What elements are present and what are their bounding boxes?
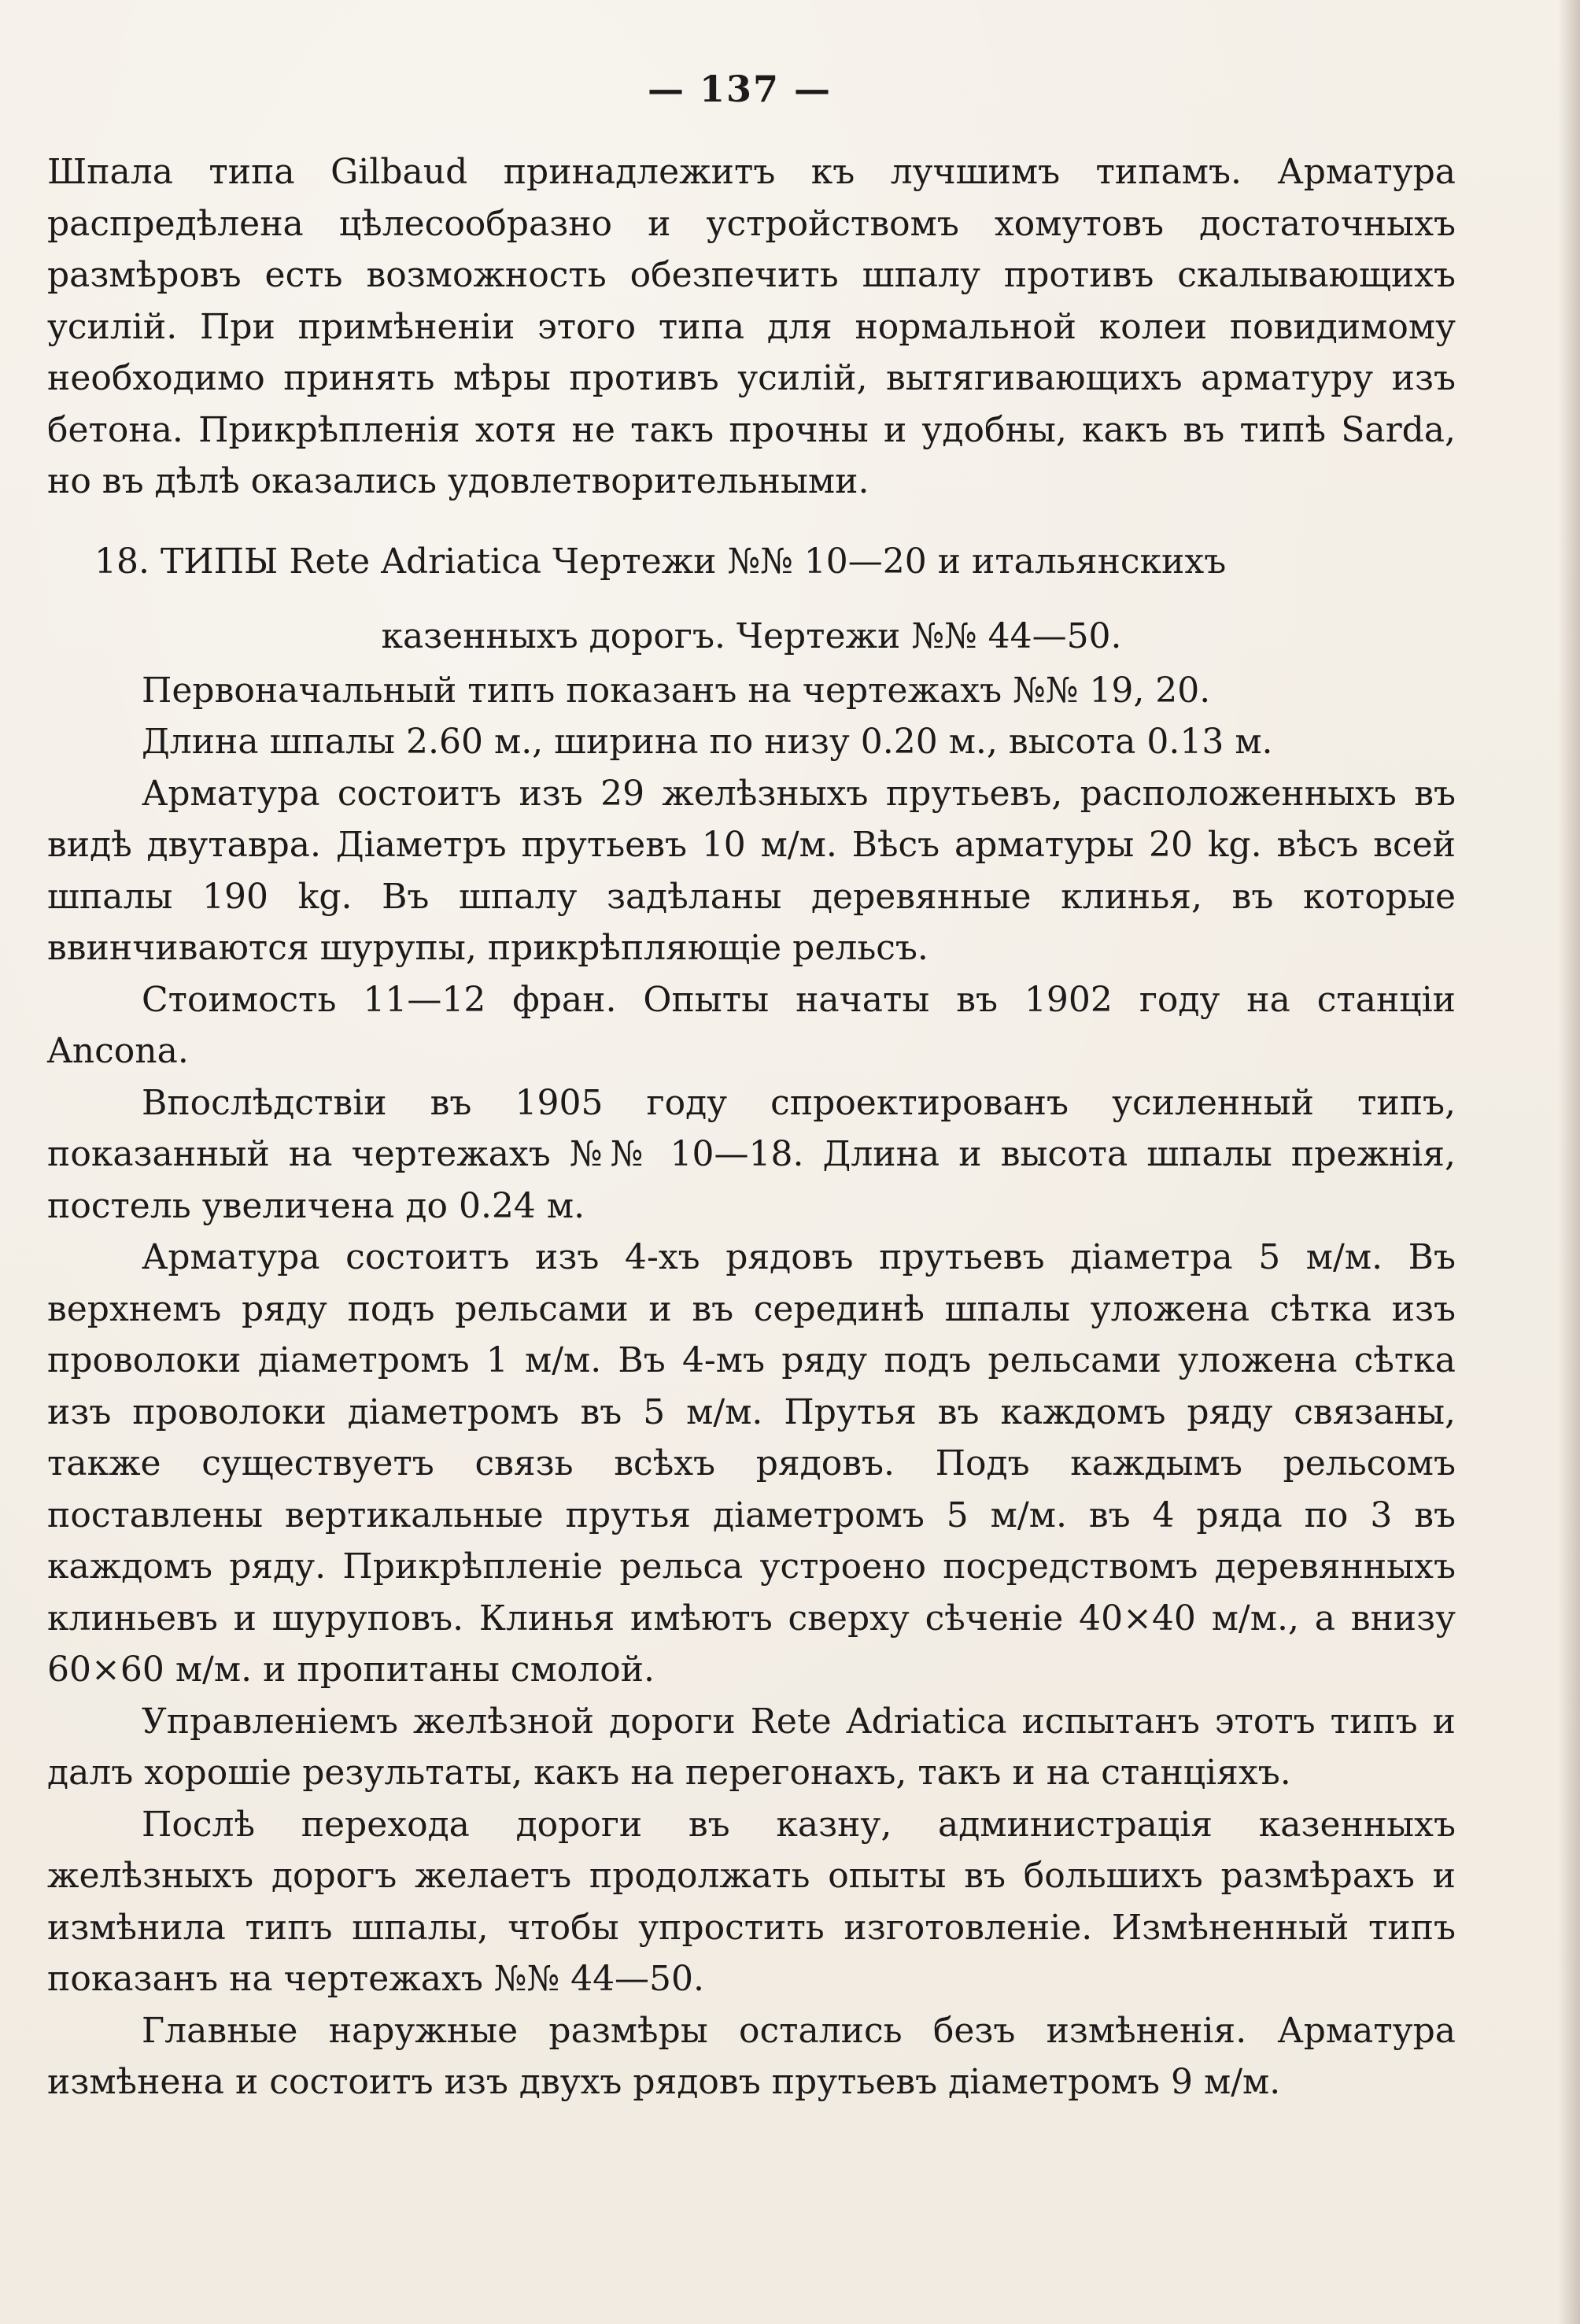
paragraph-rete-adriatica-test: Управленіемъ желѣзной дороги Rete Adriatica испытанъ этотъ типъ и далъ хорошіе результаты, какъ на перегонахъ, такъ и на станціяхъ. xyxy=(47,1701,1456,1793)
section-heading-line-2: казенныхъ дорогъ. Чертежи №№ 44—50. xyxy=(381,615,1122,656)
body-text xyxy=(47,146,1456,2108)
paragraph-cost: Стоимость 11—12 фран. Опыты начаты въ 1902 году на станціи Ancona. xyxy=(47,979,1456,1071)
paragraph-main-dimensions: Главные наружные размѣры остались безъ измѣненія. Арматура измѣнена и состоитъ изъ двухъ рядовъ прутьевъ діаметромъ 9 м/м. xyxy=(47,2010,1456,2102)
page-edge-shadow xyxy=(1558,0,1580,2324)
paragraph-initial-type: Первоначальный типъ показанъ на чертежахъ №№ 19, 20. xyxy=(142,670,1211,711)
paragraph-reinforced-type: Впослѣдствіи въ 1905 году спроектированъ усиленный типъ, показанный на чертежахъ №№ 10—18. Длина и высота шпалы прежнія, постель увеличена до 0.24 м. xyxy=(47,1082,1456,1226)
paragraph-dimensions: Длина шпалы 2.60 м., ширина по низу 0.20 м., высота 0.13 м. xyxy=(142,722,1273,762)
section-heading-line-1: 18. ТИПЫ Rete Adriatica Чертежи №№ 10—20 и итальянскихъ xyxy=(94,541,1227,582)
paragraph-reinforcement: Арматура состоитъ изъ 29 желѣзныхъ прутьевъ, расположенныхъ въ видѣ двутавра. Діаметръ прутьевъ 10 м/м. Вѣсъ арматуры 20 kg. вѣсъ всей шпалы 190 kg. Въ шпалу задѣланы деревянные клинья, въ которые ввинчиваются шурупы, прикрѣпляющіе рельсъ. xyxy=(47,773,1456,968)
page-number: — 137 — xyxy=(647,68,832,110)
paragraph-gilbaud-summary: Шпала типа Gilbaud принадлежитъ къ лучшимъ типамъ. Арматура распредѣлена цѣлесообразно и устройствомъ хомутовъ достаточныхъ размѣровъ есть возможность обезпечить шпалу противъ скалывающихъ усилій. При примѣненіи этого типа для нормальной колеи повидимому необходимо принять мѣры противъ усилій, вытягивающихъ арматуру изъ бетона. Прикрѣпленія хотя не такъ прочны и удобны, какъ въ типѣ Sarda, но въ дѣлѣ оказались удовлетворительными. xyxy=(47,152,1456,501)
paragraph-state-railways: Послѣ перехода дороги въ казну, администрація казенныхъ желѣзныхъ дорогъ желаетъ продолжать опыты въ большихъ размѣрахъ и измѣнила типъ шпалы, чтобы упростить изготовленіе. Измѣненный типъ показанъ на чертежахъ №№ 44—50. xyxy=(47,1804,1456,1999)
paragraph-reinforcement-details: Арматура состоитъ изъ 4-хъ рядовъ прутьевъ діаметра 5 м/м. Въ верхнемъ ряду подъ рельсами и въ серединѣ шпалы уложена сѣтка изъ проволоки діаметромъ 1 м/м. Въ 4-мъ ряду подъ рельсами уложена сѣтка изъ проволоки діаметромъ въ 5 м/м. Прутья въ каждомъ ряду связаны, также существуетъ связь всѣхъ рядовъ. Подъ каждымъ рельсомъ поставлены вертикальные прутья діаметромъ 5 м/м. въ 4 ряда по 3 въ каждомъ ряду. Прикрѣпленіе рельса устроено посредствомъ деревянныхъ клиньевъ и шуруповъ. Клинья имѣютъ сверху сѣченіе 40×40 м/м., а внизу 60×60 м/м. и пропитаны смолой. xyxy=(47,1237,1456,1690)
